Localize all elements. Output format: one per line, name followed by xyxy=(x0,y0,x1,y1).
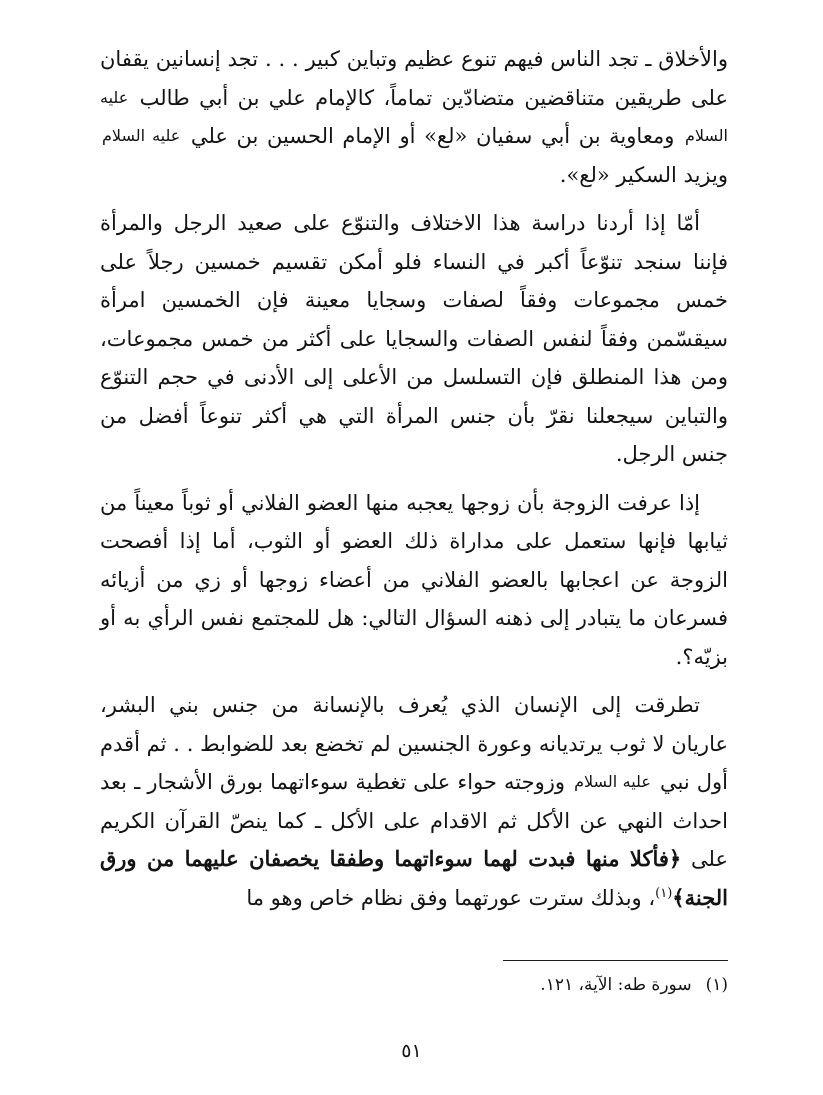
quran-bracket-close: ﴾ xyxy=(672,884,685,910)
paragraph-4-text-part-1: تطرقت إلى الإنسان الذي يُعرف بالإنسانة من جنس بني البشر، عاريان لا ثوب يرتديانه وعورة الجنسين لم تخضع بعد للضوابط . . ثم أقدم أول نبي xyxy=(100,693,728,794)
footnote-text: سورة طه: الآية، ١٢١. xyxy=(540,975,692,995)
honorific-symbol: عليه السلام xyxy=(102,126,181,145)
paragraph-1 xyxy=(100,40,728,194)
paragraph-4 xyxy=(100,686,728,917)
paragraph-4-text-part-3: ، وبذلك سترت عورتهما وفق نظام خاص وهو ما xyxy=(246,885,656,910)
paragraph-4-text-part-2: وزوجته حواء على تغطية سوءاتهما بورق الأشجار ـ بعد احداث النهي عن الأكل ثم الاقدام على الأكل ـ كما ينصّ القرآن الكريم على xyxy=(100,770,728,871)
paragraph-1-text-part-3: ويزيد السكير «لع». xyxy=(559,162,728,187)
quran-verse: فأكلا منها فبدت لهما سوءاتهما وطفقا يخصفان عليهما من ورق الجنة xyxy=(100,846,728,910)
footnote-number: (١) xyxy=(705,975,728,995)
footnote-reference[interactable]: (١) xyxy=(655,885,673,901)
paragraph-3: إذا عرفت الزوجة بأن زوجها يعجبه منها العضو الفلاني أو ثوباً معيناً من ثيابها فإنها ستعمل على مداراة ذلك العضو أو الثوب، أما إذا أفصحت الزوجة عن اعجابها بالعضو الفلاني من أعضاء زوجها أو زي من أزيائه فسرعان ما يتبادر إلى ذهنه السؤال التالي: هل للمجتمع نفس الرأي به أو بزيّه؟. xyxy=(100,490,728,669)
paragraph-1-text-part-2: ومعاوية بن أبي سفيان «لع» أو الإمام الحسين بن علي xyxy=(182,124,683,148)
body-text xyxy=(100,40,728,927)
footnote-divider xyxy=(503,960,728,961)
quran-bracket-open: ﴿ xyxy=(668,846,682,871)
footnote xyxy=(100,972,728,998)
honorific-symbol: عليه السلام xyxy=(574,772,651,791)
paragraph-2: أمّا إذا أردنا دراسة هذا الاختلاف والتنوّع على صعيد الرجل والمرأة فإننا سنجد تنوّعاً أكبر في النساء فلو أمكن تقسيم خمسين رجلاً على خمس مجموعات وفقاً لصفات وسجايا معينة فإن الخمسين امرأة سيقسّمن وفقاً لنفس الصفات والسجايا على أكثر من خمس مجموعات، ومن هذا المنطلق فإن التسلسل من الأعلى إلى الأدنى في حجم التنوّع والتباين سيجعلنا نقرّ بأن جنس المرأة التي هي أكثر تنوعاً أفضل من جنس الرجل. xyxy=(100,211,728,466)
page-number: ٥١ xyxy=(401,1040,422,1062)
paragraph-1-text-part-1: والأخلاق ـ تجد الناس فيهم تنوع عظيم وتباين كبير . . . تجد إنسانين يقفان على طريقين متناقضين متضادّين تماماً، كالإمام علي بن أبي طالب xyxy=(100,47,728,110)
honorific-symbol: عليه السلام xyxy=(100,87,728,145)
